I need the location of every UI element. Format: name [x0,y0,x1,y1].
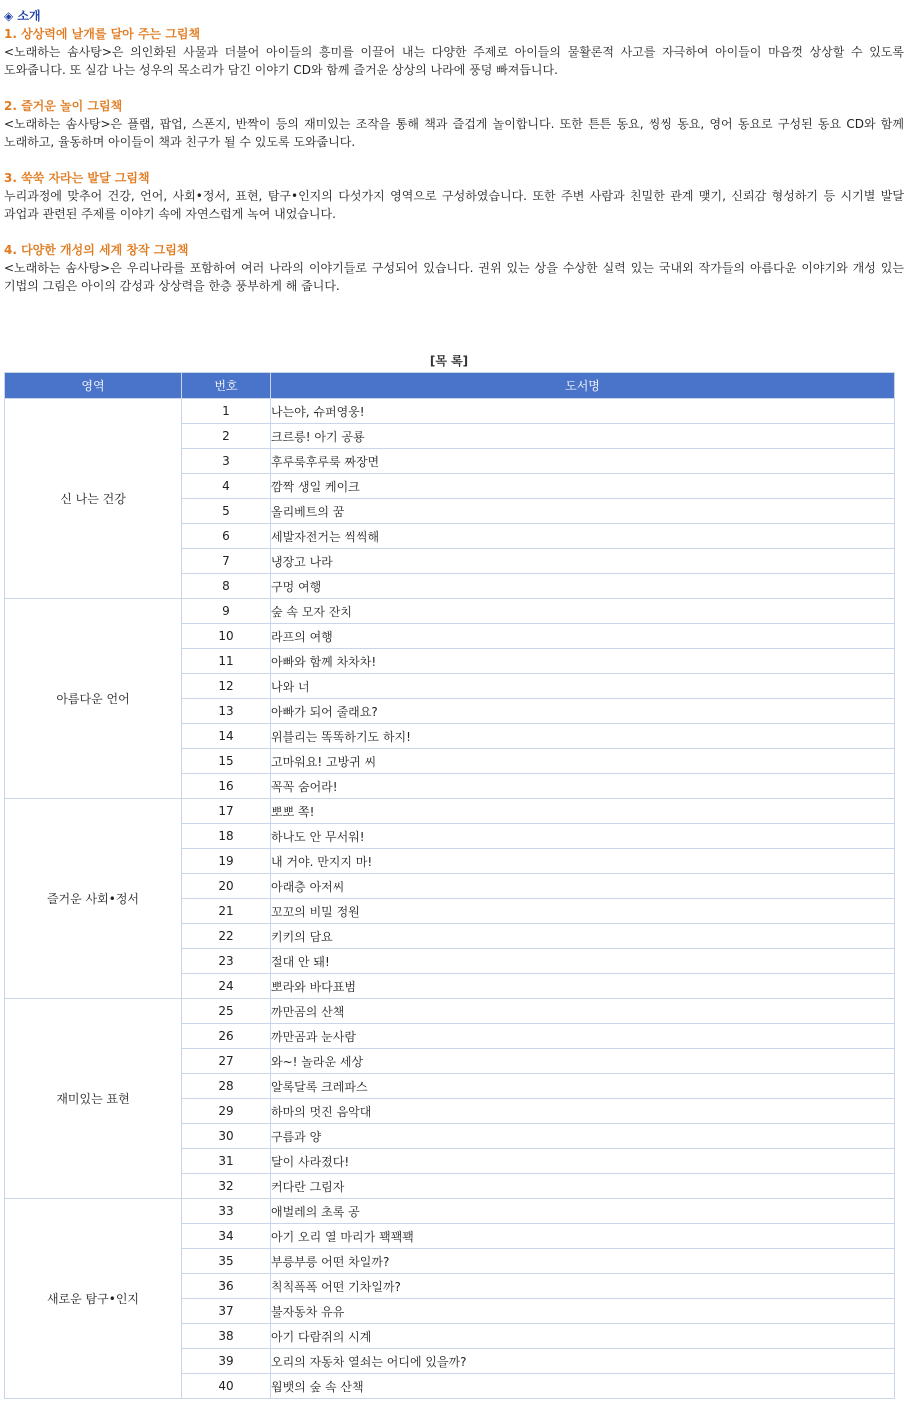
book-number: 32 [182,1174,271,1199]
book-title: 까만곰과 눈사람 [271,1024,895,1049]
book-title: 아빠가 되어 줄래요? [271,699,895,724]
book-title: 나는야, 슈퍼영웅! [271,399,895,424]
book-number: 15 [182,749,271,774]
toc-body [5,399,895,1399]
book-number: 16 [182,774,271,799]
table-row [5,999,895,1024]
book-title: 뽀라와 바다표범 [271,974,895,999]
book-title: 칙칙폭폭 어떤 기차일까? [271,1274,895,1299]
area-cell: 즐거운 사회•정서 [5,799,182,999]
book-title: 꼭꼭 숨어라! [271,774,895,799]
intro-item-1 [4,25,904,79]
intro-heading: 2. 즐거운 놀이 그림책 [4,99,123,113]
book-number: 18 [182,824,271,849]
book-number: 2 [182,424,271,449]
intro-body: <노래하는 솜사탕>은 플랩, 팝업, 스폰지, 반짝이 등의 재미있는 조작을 통해 책과 즐겁게 놀이합니다. 또한 튼튼 동요, 씽씽 동요, 영어 동요로 구성된 동요 CD와 함께 노래하고, 율동하며 아이들이 책과 친구가 될 수 있도록 도와줍니다. [4,117,904,149]
book-number: 38 [182,1324,271,1349]
book-number: 4 [182,474,271,499]
book-title: 아기 다람쥐의 시계 [271,1324,895,1349]
book-title: 고마워요! 고방귀 씨 [271,749,895,774]
book-number: 27 [182,1049,271,1074]
book-number: 33 [182,1199,271,1224]
book-number: 19 [182,849,271,874]
book-number: 10 [182,624,271,649]
toc-header-row [5,373,895,399]
book-title: 키키의 담요 [271,924,895,949]
book-number: 26 [182,1024,271,1049]
intro-body: <노래하는 솜사탕>은 우리나라를 포함하여 여러 나라의 이야기들로 구성되어 있습니다. 권위 있는 상을 수상한 실력 있는 국내외 작가들의 아름다운 이야기와 개성 있는 기법의 그림은 아이의 감성과 상상력을 한층 풍부하게 해 줍니다. [4,261,904,293]
book-title: 뽀뽀 쪽! [271,799,895,824]
table-row [5,1199,895,1224]
book-number: 14 [182,724,271,749]
book-number: 3 [182,449,271,474]
book-title: 깜짝 생일 케이크 [271,474,895,499]
book-title: 부릉부릉 어떤 차일까? [271,1249,895,1274]
book-title: 냉장고 나라 [271,549,895,574]
book-title: 알록달록 크레파스 [271,1074,895,1099]
toc-title: [목 록] [429,354,469,368]
book-title: 올리베트의 꿈 [271,499,895,524]
book-number: 29 [182,1099,271,1124]
table-row [5,799,895,824]
book-title: 아빠와 함께 차차차! [271,649,895,674]
book-number: 17 [182,799,271,824]
book-title: 아래층 아저씨 [271,874,895,899]
book-number: 12 [182,674,271,699]
book-number: 1 [182,399,271,424]
area-cell: 새로운 탐구•인지 [5,1199,182,1399]
book-number: 6 [182,524,271,549]
toc-table [4,372,895,1399]
book-title: 아기 오리 열 마리가 꽥꽥꽥 [271,1224,895,1249]
book-title: 커다란 그림자 [271,1174,895,1199]
header-number: 번호 [182,373,271,399]
book-number: 31 [182,1149,271,1174]
book-number: 36 [182,1274,271,1299]
book-title: 나와 너 [271,674,895,699]
intro-body: 누리과정에 맞추어 건강, 언어, 사회•정서, 표현, 탐구•인지의 다섯가지 영역으로 구성하였습니다. 또한 주변 사람과 친밀한 관계 맺기, 신뢰감 형성하기 등 시기별 발달 과업과 관련된 주제를 이야기 속에 자연스럽게 녹여 내었습니다. [4,189,904,221]
book-number: 7 [182,549,271,574]
book-title: 구름과 양 [271,1124,895,1149]
header-title: 도서명 [271,373,895,399]
area-cell: 신 나는 건강 [5,399,182,599]
book-title: 오리의 자동차 열쇠는 어디에 있을까? [271,1349,895,1374]
book-title: 내 거야. 만지지 마! [271,849,895,874]
book-number: 37 [182,1299,271,1324]
area-cell: 아름다운 언어 [5,599,182,799]
book-number: 30 [182,1124,271,1149]
intro-section [4,7,904,295]
intro-item-2 [4,97,904,151]
book-title: 와~! 놀라운 세상 [271,1049,895,1074]
book-number: 5 [182,499,271,524]
book-title: 위블리는 똑똑하기도 하지! [271,724,895,749]
book-number: 35 [182,1249,271,1274]
header-area: 영역 [5,373,182,399]
book-title: 세발자전거는 씩씩해 [271,524,895,549]
book-number: 20 [182,874,271,899]
book-number: 28 [182,1074,271,1099]
book-number: 23 [182,949,271,974]
book-title: 숲 속 모자 잔치 [271,599,895,624]
book-number: 9 [182,599,271,624]
intro-title: ◈ 소개 [4,9,41,23]
book-title: 크르릉! 아기 공룡 [271,424,895,449]
book-title: 까만곰의 산책 [271,999,895,1024]
book-number: 22 [182,924,271,949]
book-title: 애벌레의 초록 공 [271,1199,895,1224]
book-number: 39 [182,1349,271,1374]
book-number: 40 [182,1374,271,1399]
book-title: 하마의 멋진 음악대 [271,1099,895,1124]
book-title: 꼬꼬의 비밀 정원 [271,899,895,924]
book-title: 후루룩후루룩 짜장면 [271,449,895,474]
book-number: 13 [182,699,271,724]
book-title: 하나도 안 무서워! [271,824,895,849]
book-number: 24 [182,974,271,999]
book-title: 웜뱃의 숲 속 산책 [271,1374,895,1399]
intro-heading: 3. 쑥쑥 자라는 발달 그림책 [4,171,150,185]
book-title: 절대 안 돼! [271,949,895,974]
table-row [5,599,895,624]
book-title: 구멍 여행 [271,574,895,599]
book-number: 34 [182,1224,271,1249]
table-row [5,399,895,424]
book-number: 25 [182,999,271,1024]
intro-item-4 [4,241,904,295]
book-number: 21 [182,899,271,924]
book-title: 달이 사라졌다! [271,1149,895,1174]
intro-heading: 4. 다양한 개성의 세계 창작 그림책 [4,243,189,257]
book-number: 11 [182,649,271,674]
book-number: 8 [182,574,271,599]
area-cell: 재미있는 표현 [5,999,182,1199]
book-title: 라프의 여행 [271,624,895,649]
intro-body: <노래하는 솜사탕>은 의인화된 사물과 더불어 아이들의 흥미를 이끌어 내는 다양한 주제로 아이들의 물활론적 사고를 자극하여 아이들이 마음껏 상상할 수 있도록 도와줍니다. 또 실감 나는 성우의 목소리가 담긴 이야기 CD와 함께 즐거운 상상의 나라에 풍덩 빠져듭니다. [4,45,904,77]
intro-item-3 [4,169,904,223]
book-title: 불자동차 유유 [271,1299,895,1324]
intro-heading: 1. 상상력에 날개를 달아 주는 그림책 [4,27,201,41]
